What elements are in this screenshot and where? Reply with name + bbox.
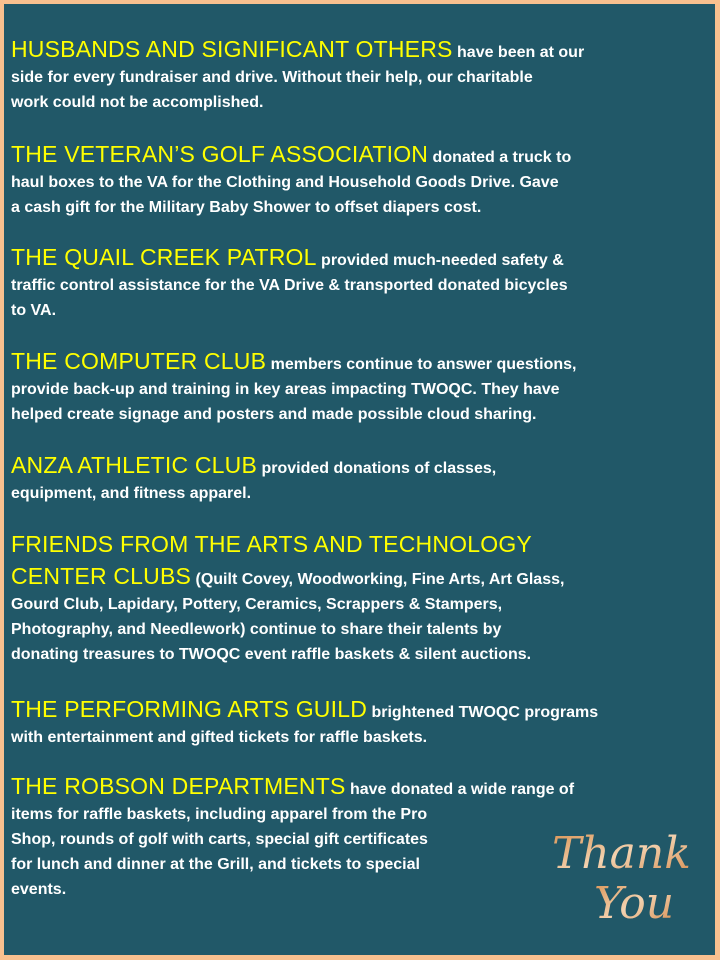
heading: THE COMPUTER CLUB (11, 348, 267, 374)
paragraph-golf-association (11, 142, 571, 220)
heading: THE VETERAN’S GOLF ASSOCIATION (11, 141, 429, 167)
paragraph-quail-creek-patrol (11, 245, 568, 323)
thank-you-script-logo (548, 820, 698, 930)
body-line: brightened TWOQC programs (371, 704, 599, 721)
body-line: provided donations of classes, (261, 460, 497, 477)
body-line: haul boxes to the VA for the Clothing and Household Goods Drive. Gave (11, 174, 559, 191)
body-line: provide back-up and training in key areas impacting TWOQC. They have (11, 381, 560, 398)
body-line: items for raffle baskets, including apparel from the Pro (11, 806, 428, 823)
body-line: provided much-needed safety & (321, 252, 564, 269)
body-line: helped create signage and posters and made possible cloud sharing. (11, 406, 537, 423)
body-line: events. (11, 881, 67, 898)
body-line: traffic control assistance for the VA Drive & transported donated bicycles (11, 277, 568, 294)
body-line: Gourd Club, Lapidary, Pottery, Ceramics, Scrappers & Stampers, (11, 596, 503, 613)
body-line: to VA. (11, 302, 57, 319)
body-line: have been at our (457, 44, 585, 61)
body-line: side for every fundraiser and drive. Without their help, our charitable (11, 69, 533, 86)
body-line: donating treasures to TWOQC event raffle baskets & silent auctions. (11, 646, 532, 663)
body-line: (Quilt Covey, Woodworking, Fine Arts, Art Glass, (195, 571, 565, 588)
paragraph-arts-technology (11, 528, 564, 667)
heading: FRIENDS FROM THE ARTS AND TECHNOLOGY (11, 531, 532, 557)
body-line: Shop, rounds of golf with carts, special gift certificates (11, 831, 428, 848)
heading: THE PERFORMING ARTS GUILD (11, 696, 368, 722)
thank-text: Thank (552, 828, 691, 879)
paragraph-performing-arts (11, 697, 598, 750)
you-text: You (594, 878, 675, 929)
body-line: work could not be accomplished. (11, 94, 264, 111)
paragraph-anza-athletic (11, 453, 496, 506)
paragraph-husbands (11, 37, 584, 115)
paragraph-robson-departments (11, 774, 574, 902)
body-line: for lunch and dinner at the Grill, and tickets to special (11, 856, 420, 873)
body-line: have donated a wide range of (349, 781, 575, 798)
body-line: a cash gift for the Military Baby Shower to offset diapers cost. (11, 199, 482, 216)
body-line: members continue to answer questions, (270, 356, 577, 373)
body-line: with entertainment and gifted tickets for raffle baskets. (11, 729, 428, 746)
paragraph-computer-club (11, 349, 576, 427)
body-line: equipment, and fitness apparel. (11, 485, 252, 502)
heading: THE ROBSON DEPARTMENTS (11, 773, 346, 799)
heading: THE QUAIL CREEK PATROL (11, 244, 317, 270)
heading: ANZA ATHLETIC CLUB (11, 452, 258, 478)
body-line: Photography, and Needlework) continue to share their talents by (11, 621, 502, 638)
heading: HUSBANDS AND SIGNIFICANT OTHERS (11, 36, 453, 62)
body-line: donated a truck to (432, 149, 572, 166)
heading-continued: CENTER CLUBS (11, 563, 192, 589)
